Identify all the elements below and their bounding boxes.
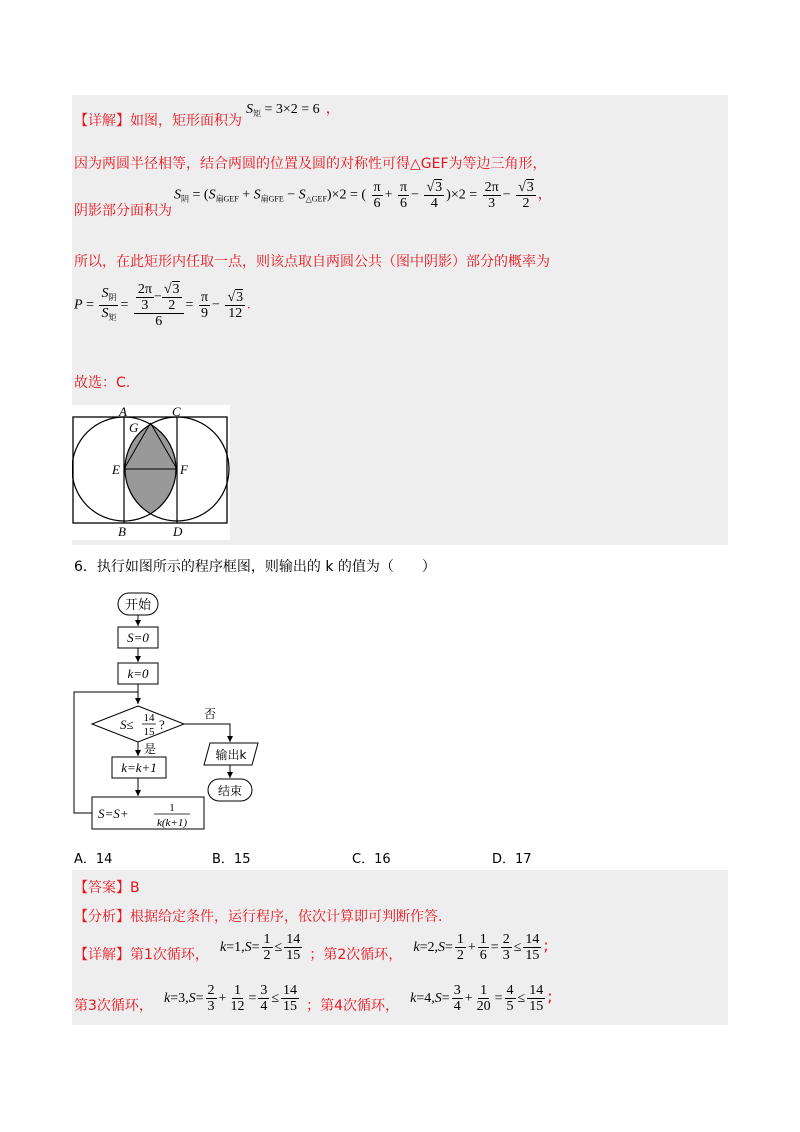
- output-text: 输出k: [215, 748, 247, 762]
- detail-line-1: 【详解】第1次循环， k=1,S= $\frac{1}{2}$ ≤ $\frac{14}{15}$ ；第2次循环， k=2,S= $\frac{1}{2}$ + $\frac{1}{6}$ = $\frac{2}{3}$ ≤ $\frac{14}{15}$ ;: [74, 932, 549, 963]
- increment-text: k=k+1: [121, 760, 157, 775]
- option-a[interactable]: A．14: [74, 852, 113, 867]
- no-label: 否: [204, 707, 217, 721]
- answer-line: 【答案】B: [74, 880, 140, 896]
- shaded-area-formula: $S_阴 = (S_{扇GEF} + S_{扇GFE} - S_{\triangle GEF})\times 2$ = ( $\frac{\pi}{6}$ + $\frac{\pi}{6}$ − $\frac{√3}{4}$ )×2 = $\frac{2\pi}{3}$ − $\frac{√3}{2}$ ，: [174, 180, 552, 211]
- label-A: A: [119, 405, 127, 419]
- label-D: D: [173, 524, 183, 539]
- label-F: F: [180, 462, 188, 477]
- circles-figure: [72, 405, 230, 540]
- question-6-stem: 6．执行如图所示的程序框图，则输出的 k 的值为（ ）: [74, 559, 436, 575]
- option-b[interactable]: B．15: [212, 852, 251, 867]
- label-B: B: [118, 524, 126, 539]
- detail-line-2: 第3次循环， k=3,S= $\frac{2}{3}$ + $\frac{1}{12}$ = $\frac{3}{4}$ ≤ $\frac{14}{15}$ ；第4次循环， k=4,S= $\frac{3}{4}$ + $\frac{1}{20}$ = $\frac{4}{5}$ ≤ $\frac{14}{15}$ ;: [74, 983, 553, 1014]
- yes-label: 是: [144, 742, 157, 756]
- label-E: E: [112, 462, 120, 477]
- analysis-line: 【分析】根据给定条件，运行程序，依次计算即可判断作答.: [74, 909, 443, 925]
- end-text: 结束: [217, 784, 243, 798]
- svg-text:1: 1: [169, 802, 175, 814]
- line1-text: 如图，矩形面积为: [130, 113, 242, 129]
- decision-node: [92, 706, 184, 742]
- option-c[interactable]: C．16: [352, 852, 391, 867]
- circles-figure-svg: [72, 405, 230, 540]
- probability-formula: P = $\frac{S_阴}{S_矩}$ = $\frac{2\pi}{3}$ − $\frac{√3}{2}$ 6 = $\frac{\pi}{9}$ − $\frac{√3}{12}$ .: [74, 282, 251, 329]
- solution-line-1: [74, 110, 242, 130]
- flowchart: [70, 585, 270, 835]
- option-d[interactable]: D．17: [492, 852, 532, 867]
- solution1-answer: 故选：C.: [74, 375, 131, 391]
- svg-text:14: 14: [143, 712, 155, 724]
- solution-line-2: 因为两圆半径相等，结合两圆的位置及圆的对称性可得△GEF为等边三角形，: [74, 156, 547, 172]
- start-text: 开始: [124, 597, 152, 612]
- svg-text:?: ?: [159, 717, 165, 732]
- answer-value: B: [130, 880, 140, 896]
- detail-label: 【详解】: [74, 113, 130, 129]
- s-init-text: S=0: [127, 630, 149, 645]
- decision-text: S≤: [120, 717, 134, 732]
- update-text: S=S+: [98, 806, 129, 821]
- k-init-text: k=0: [127, 666, 149, 681]
- label-G: G: [129, 420, 139, 435]
- svg-text:15: 15: [143, 726, 155, 738]
- svg-text:k(k+1): k(k+1): [156, 817, 188, 829]
- solution-line-3-label: 阴影部分面积为: [74, 203, 172, 219]
- rect-area-formula: $S_矩 = 3\times 2 = 6$ ，: [246, 102, 340, 118]
- label-C: C: [172, 405, 181, 419]
- solution-line-4: 所以，在此矩形内任取一点，则该点取自两圆公共（图中阴影）部分的概率为: [74, 254, 550, 270]
